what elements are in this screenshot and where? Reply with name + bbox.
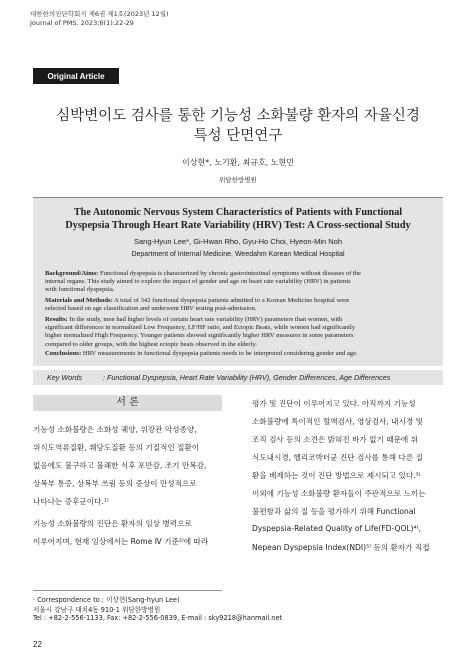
body-line: 소화불량에 특이적인 혈액검사, 영상검사, 내시경 및 (252, 417, 423, 426)
body-line: 위식도역류질환, 췌담도질환 등의 기질적인 질환이 (33, 443, 200, 452)
title-ko-line-1: 심박변이도 검사를 통한 기능성 소화불량 환자의 자율신경 (56, 108, 420, 124)
footnote-correspondence: · Correspondence to : 이상현(Sang-hyun Lee) (33, 596, 180, 604)
section-heading-introduction: 서 론 (33, 395, 222, 411)
abstract-label: Materials and Methods: (45, 297, 113, 304)
abstract-line: with functional dyspepsia. (45, 286, 115, 294)
keywords-bar (33, 370, 443, 385)
footnote-contact: Tel : +82-2-556-1133, Fax: +82-2-556-0839, E-mail : sky9218@hanmail.net (33, 614, 283, 622)
abstract-line: Functional dyspepsia is characterized by chronic gastrointestinal symptoms without diseases of the (98, 270, 361, 277)
abstract-label: Background/Aims: (45, 270, 99, 277)
title-en-line-1: The Autonomic Nervous System Characteristics of Patients with Functional (73, 207, 403, 218)
body-line: 이루어지며, 현재 임상에서는 Rome Ⅳ 기준²⁾에 따라 (33, 537, 209, 546)
journal-line-1: 대한한의진단학회지 제6권 제1호(2023년 12월) (30, 10, 169, 18)
footnote-address: 서울시 강남구 대치4동 910-1 위담한방병원 (33, 606, 161, 614)
abstract-line: HRV measurements in functional dyspepsia patients needs to be interpreted considering gender and age. (81, 350, 358, 357)
abstract-results (45, 316, 439, 349)
title-en-line-2: Dyspepsia Through Heart Rate Variability (HRV) Test: A Cross-sectional Study (65, 220, 411, 231)
body-line: 상복부 통증, 상복부 쓰림 등의 증상이 만성적으로 (33, 479, 197, 488)
body-line: 식도내시경, 헬리코박터균 진단 검사를 통해 다른 질 (252, 453, 423, 462)
body-line: 기능성 소화불량은 소화성 궤양, 위장관 악성종양, (33, 425, 197, 434)
body-line: Dyspepsia-Related Quality of Life(FD-QOL)⁴⁾, (252, 524, 421, 533)
affiliation-en: Department of Internal Medicine, Weedahm Korean Medical Hospital (131, 251, 345, 258)
keywords-text: : Functional Dyspepsia, Heart Rate Variability (HRV), Gender Differences, Age Differences (103, 373, 391, 382)
footnote-divider (33, 590, 222, 591)
body-line: 나타나는 증후군이다.¹⁾ (33, 497, 109, 506)
keywords-label: Key Words (47, 373, 83, 382)
abstract-background (45, 270, 439, 295)
abstract-line: internal organs. This study aimed to explore the impact of gender and age on heart rate variability (HRV) in patients (45, 278, 351, 286)
body-line: 기능성 소화불량의 진단은 환자의 임상 병력으로 (33, 519, 192, 528)
article-type-badge: Original Article (33, 68, 119, 84)
authors-ko: 이상현*, 노기환, 최규호, 노현민 (182, 158, 294, 167)
journal-line-2: Journal of PMS. 2023;6(1):22-29 (30, 19, 134, 27)
body-line: 환을 배제하는 것이 진단 방법으로 제시되고 있다.³⁾ (252, 471, 421, 480)
body-line: 불편함과 삶의 질 등을 평가하기 위해 Functional (252, 507, 416, 516)
journal-header (30, 10, 169, 28)
title-ko-line-2: 특성 단면연구 (193, 128, 283, 144)
abstract-line: In the study, men had higher levels of certain heart rate variability (HRV) parameters than women, with (67, 316, 343, 323)
page-number: 22 (33, 640, 42, 649)
abstract-line: A total of 342 functional dyspepsia patients admitted to a Korean Medicine hospital were (112, 297, 350, 304)
abstract-methods (45, 297, 439, 313)
body-line: Nepean Dyspepsia Index(NDI)⁵⁾ 등의 환자가 직접 (252, 543, 430, 552)
body-line: 없음에도 불구하고 불쾌한 식후 포만감, 조기 만복감, (33, 461, 207, 470)
abstract-conclusions (45, 350, 439, 358)
abstract-line: selected based on age classification and underwent HRV testing post-admission. (45, 305, 257, 313)
authors-en: Sang-Hyun Lee*, Gi-Hwan Rho, Gyu-Ho Choi, Hyeon-Min Noh (133, 237, 342, 246)
abstract-line: compared to older groups, with the highest ectopic beats observed in the elderly. (45, 340, 257, 348)
abstract-line: significant differences in normalized Low Frequency, LF/HF ratio, and Ectopic Beats, while women had significantly (45, 324, 356, 332)
abstract-line: higher normalized High Frequency. Younger patients showed significantly higher HRV measures in some parameters (45, 332, 354, 340)
affiliation-ko: 위담한방병원 (219, 176, 257, 184)
body-line: 조직 검사 등의 소견은 밝혀진 바가 없기 때문에 위 (252, 435, 419, 444)
abstract-label: Results: (45, 316, 68, 323)
abstract-label: Conclusions: (45, 350, 82, 357)
body-line: 평가 및 진단이 이루어지고 있다. 아직까지 기능성 (252, 399, 416, 408)
body-line: 이외에 기능성 소화불량 환자들이 주관적으로 느끼는 (252, 489, 426, 498)
